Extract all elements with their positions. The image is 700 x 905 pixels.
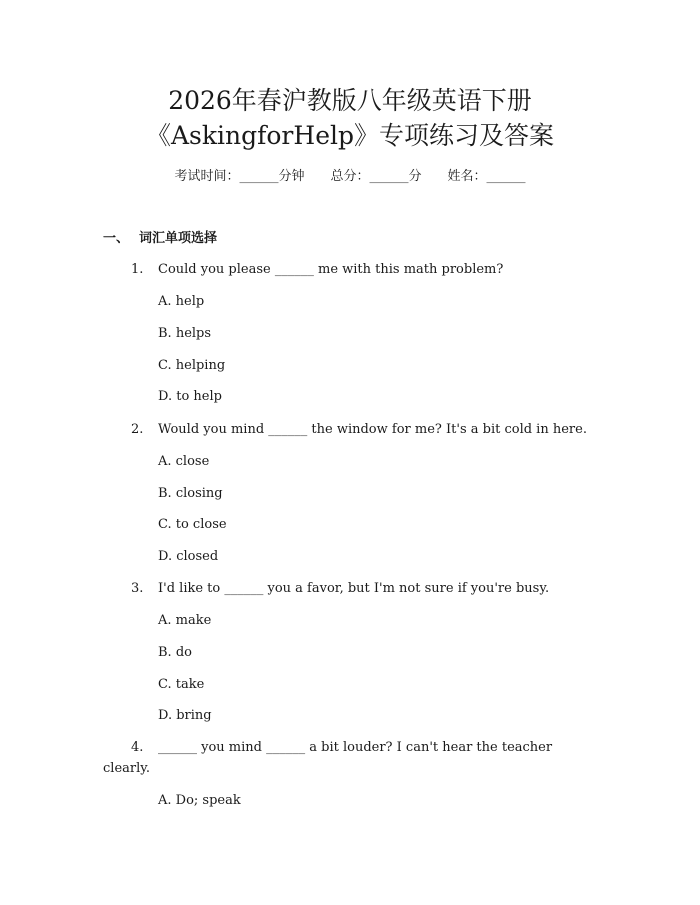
exam-time: 考试时间：______分钟 [174,169,305,184]
question-text: I'd like to ______ you a favor, but I'm not sure if you're busy. [158,581,550,596]
question-text: ______ you mind ______ a bit louder? I can't hear the teacher [158,740,553,755]
option-2b: B. closing [158,486,223,501]
page-title-line-1: 2026年春沪教版八年级英语下册 [168,86,532,115]
option-2c: C. to close [158,517,227,532]
section-heading [103,230,217,248]
option-3b: B. do [158,645,192,660]
question-number: 3. [131,581,144,596]
question-2 [131,421,587,439]
question-4 [131,739,552,757]
option-1b: B. helps [158,326,212,341]
option-3c: C. take [158,677,205,692]
option-1d: D. to help [158,389,222,404]
question-4-continuation: clearly. [103,761,151,776]
option-3a: A. make [158,613,212,628]
exam-score: 总分：______分 [330,169,422,184]
question-number: 4. [131,740,144,755]
question-3 [131,580,549,598]
question-1 [131,261,503,279]
option-4a: A. Do; speak [158,793,241,808]
exam-info [0,168,700,186]
question-text: Would you mind ______ the window for me? It's a bit cold in here. [158,422,587,437]
question-number: 1. [131,262,144,277]
question-text: Could you please ______ me with this math problem? [158,262,504,277]
question-number: 2. [131,422,144,437]
option-2d: D. closed [158,549,219,564]
exam-name: 姓名：______ [447,169,526,184]
page-title-line-2: 《AskingforHelp》专项练习及答案 [146,121,554,150]
option-1c: C. helping [158,358,226,373]
option-1a: A. help [158,294,205,309]
section-title: 词汇单项选择 [139,231,218,246]
option-2a: A. close [158,454,210,469]
option-3d: D. bring [158,708,212,723]
section-number: 一、 [103,231,130,246]
